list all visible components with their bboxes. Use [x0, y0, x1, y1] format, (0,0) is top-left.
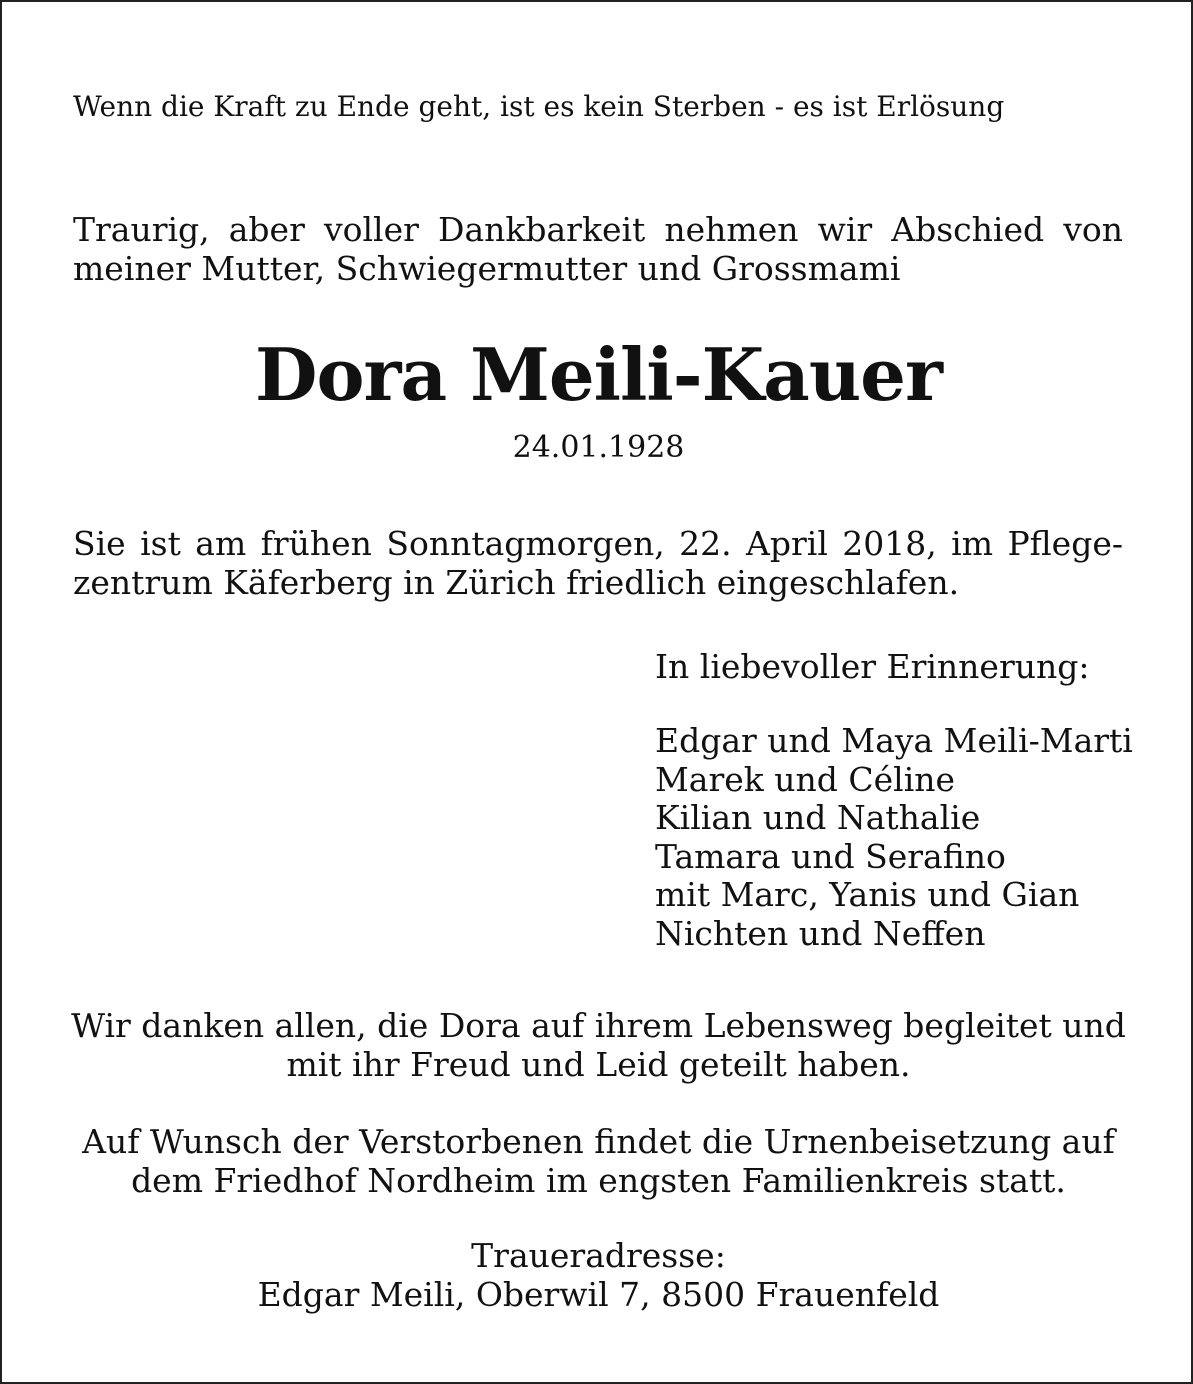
intro-paragraph — [73, 210, 1123, 288]
mourners-list — [655, 722, 1133, 953]
death-notice-line-1: Sie ist am frühen Sonntagmorgen, 22. April 2018, im Pflege- — [73, 524, 1123, 563]
mourner-line: Marek und Céline — [655, 759, 956, 799]
death-notice-paragraph — [73, 524, 1123, 602]
mourning-address-label: Traueradresse: — [471, 1236, 726, 1275]
thanks-line-2: mit ihr Freud und Leid geteilt haben. — [286, 1045, 911, 1084]
mourner-line: Nichten und Neffen — [655, 913, 986, 953]
motto-quote: Wenn die Kraft zu Ende geht, ist es kein Sterben - es ist Erlösung — [73, 90, 1005, 123]
intro-line-2: meiner Mutter, Schwiegermutter und Grossmami — [73, 249, 901, 288]
burial-paragraph — [2, 1122, 1193, 1200]
mourning-address: Edgar Meili, Oberwil 7, 8500 Frauenfeld — [257, 1275, 940, 1314]
thanks-line-1: Wir danken allen, die Dora auf ihrem Lebensweg begleitet und — [71, 1006, 1126, 1045]
mourner-line: mit Marc, Yanis und Gian — [655, 875, 1080, 914]
remembrance-heading: In liebevoller Erinnerung: — [655, 647, 1090, 686]
death-notice-line-2: zentrum Käferberg in Zürich friedlich eingeschlafen. — [73, 563, 960, 602]
mourner-line: Kilian und Nathalie — [655, 798, 981, 837]
birth-date: 24.01.1928 — [512, 430, 685, 465]
intro-line-1: Traurig, aber voller Dankbarkeit nehmen wir Abschied von — [73, 210, 1123, 249]
burial-line-1: Auf Wunsch der Verstorbenen findet die Urnenbeisetzung auf — [82, 1122, 1115, 1161]
mourning-address-block — [2, 1236, 1193, 1314]
mourner-line: Edgar und Maya Meili-Marti — [655, 721, 1133, 760]
mourner-line: Tamara und Serafino — [655, 836, 1006, 876]
thanks-paragraph — [2, 1006, 1193, 1084]
deceased-name: Dora Meili-Kauer — [255, 332, 942, 417]
burial-line-2: dem Friedhof Nordheim im engsten Familienkreis statt. — [131, 1161, 1066, 1200]
